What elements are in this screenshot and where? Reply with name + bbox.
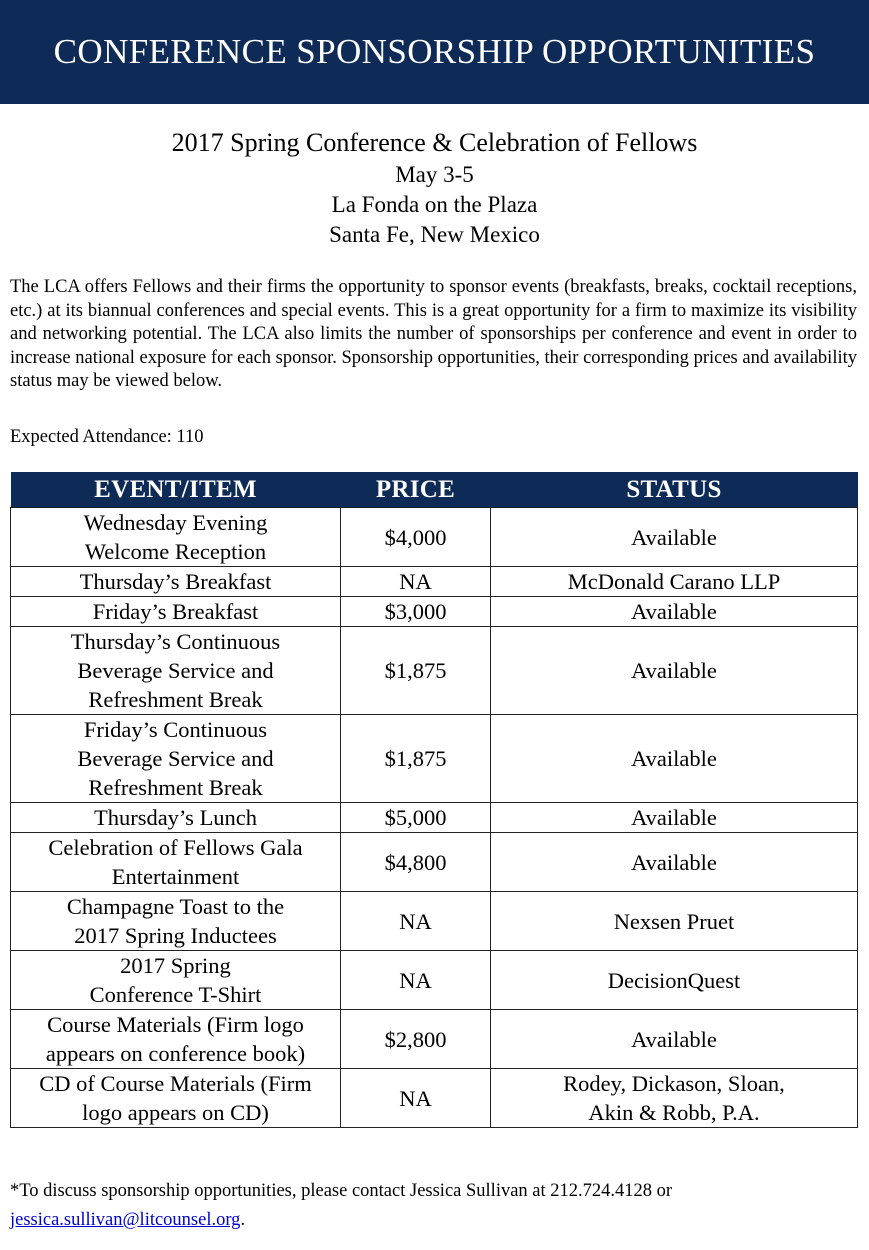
table-row xyxy=(11,597,858,627)
event-item-line: Thursday’s Continuous xyxy=(70,629,281,654)
status-line: McDonald Carano LLP xyxy=(567,569,781,594)
table-body xyxy=(11,508,858,1128)
event-item-line: Thursday’s Lunch xyxy=(93,805,258,830)
contact-email-link[interactable]: jessica.sullivan@litcounsel.org xyxy=(10,1210,241,1230)
event-item-cell xyxy=(11,597,341,627)
event-item-line: 2017 Spring xyxy=(120,953,231,978)
event-item-cell xyxy=(11,1069,341,1128)
column-header-price: PRICE xyxy=(341,472,491,508)
price-cell: NA xyxy=(341,892,491,951)
event-item-line: Friday’s Continuous xyxy=(83,717,268,742)
table-row xyxy=(11,803,858,833)
price-cell: $4,800 xyxy=(341,833,491,892)
intro-paragraph: The LCA offers Fellows and their firms the opportunity to sponsor events (breakfasts, breaks, cocktail receptions, etc.) at its biannual conferences and special events. This is a great opportunity for a firm to maximize its visibility and networking potential. The LCA also limits the number of sponsorships per conference and event in order to increase national exposure for each sponsor. Sponsorship opportunities, their corresponding prices and availability status may be viewed below. xyxy=(10,277,857,391)
event-item-line: Course Materials (Firm logo xyxy=(47,1012,304,1037)
table-row xyxy=(11,892,858,951)
status-cell xyxy=(491,715,858,803)
price-cell: NA xyxy=(341,951,491,1010)
table-row xyxy=(11,567,858,597)
event-dates: May 3-5 xyxy=(395,162,474,187)
price-cell: $5,000 xyxy=(341,803,491,833)
event-location: Santa Fe, New Mexico xyxy=(329,222,540,247)
event-item-line: 2017 Spring Inductees xyxy=(74,923,277,948)
event-item-line: appears on conference book) xyxy=(45,1041,306,1066)
status-line: Available xyxy=(631,524,717,550)
event-item-line: Refreshment Break xyxy=(88,775,263,800)
event-item-line: Celebration of Fellows Gala xyxy=(48,835,303,860)
status-line: Nexsen Pruet xyxy=(613,908,735,934)
event-item-line: logo appears on CD) xyxy=(82,1100,269,1125)
event-item-cell xyxy=(11,1010,341,1069)
price-cell: $2,800 xyxy=(341,1010,491,1069)
status-cell xyxy=(491,597,858,627)
status-cell xyxy=(491,892,858,951)
event-item-line: Welcome Reception xyxy=(84,539,267,564)
price-cell: NA xyxy=(341,1069,491,1128)
page-title: CONFERENCE SPONSORSHIP OPPORTUNITIES xyxy=(53,32,816,71)
price-cell: $3,000 xyxy=(341,597,491,627)
status-line: Available xyxy=(631,849,717,875)
status-cell xyxy=(491,1069,858,1128)
event-item-cell xyxy=(11,833,341,892)
event-item-line: Beverage Service and xyxy=(77,746,274,771)
event-item-line: Conference T-Shirt xyxy=(89,982,262,1007)
status-line: Available xyxy=(631,599,717,624)
event-item-line: Champagne Toast to the xyxy=(66,894,285,919)
footer-text: *To discuss sponsorship opportunities, please contact Jessica Sullivan at 212.724.4128 or xyxy=(10,1181,673,1201)
event-item-cell xyxy=(11,951,341,1010)
footer-end: . xyxy=(240,1210,246,1230)
event-item-line: Thursday’s Breakfast xyxy=(79,569,272,594)
status-line: Available xyxy=(631,746,717,771)
expected-attendance: Expected Attendance: 110 xyxy=(10,427,204,447)
status-cell xyxy=(491,627,858,715)
table-header-row xyxy=(11,472,858,508)
price-cell: $1,875 xyxy=(341,627,491,715)
event-item-cell xyxy=(11,892,341,951)
status-cell xyxy=(491,1010,858,1069)
column-header-item: EVENT/ITEM xyxy=(11,472,341,508)
event-item-line: Wednesday Evening xyxy=(83,510,268,535)
status-line: Rodey, Dickason, Sloan, xyxy=(563,1071,785,1096)
status-line: DecisionQuest xyxy=(607,967,741,993)
event-item-line: Entertainment xyxy=(111,864,240,889)
status-cell xyxy=(491,951,858,1010)
price-cell: $4,000 xyxy=(341,508,491,567)
event-venue: La Fonda on the Plaza xyxy=(331,192,538,217)
event-item-cell xyxy=(11,803,341,833)
event-item-cell xyxy=(11,508,341,567)
table-row xyxy=(11,715,858,803)
event-title: 2017 Spring Conference & Celebration of Fellows xyxy=(171,128,698,157)
table-row xyxy=(11,833,858,892)
status-cell xyxy=(491,803,858,833)
banner xyxy=(0,0,869,104)
price-cell: NA xyxy=(341,567,491,597)
event-item-cell xyxy=(11,567,341,597)
event-info xyxy=(0,126,869,250)
status-line: Available xyxy=(631,1026,717,1052)
price-cell: $1,875 xyxy=(341,715,491,803)
status-line: Available xyxy=(631,658,717,683)
table-row xyxy=(11,1010,858,1069)
status-line: Available xyxy=(631,805,717,830)
event-item-cell xyxy=(11,715,341,803)
table-row xyxy=(11,1069,858,1128)
table-row xyxy=(11,508,858,567)
status-cell xyxy=(491,567,858,597)
event-item-cell xyxy=(11,627,341,715)
event-item-line: Friday’s Breakfast xyxy=(92,599,259,624)
footer-note xyxy=(10,1177,857,1235)
status-cell xyxy=(491,508,858,567)
status-line: Akin & Robb, P.A. xyxy=(588,1100,760,1125)
sponsorship-table xyxy=(10,472,858,1128)
table-row xyxy=(11,951,858,1010)
table-row xyxy=(11,627,858,715)
event-item-line: CD of Course Materials (Firm xyxy=(39,1071,312,1096)
event-item-line: Refreshment Break xyxy=(88,687,263,712)
status-cell xyxy=(491,833,858,892)
column-header-status: STATUS xyxy=(491,472,858,508)
event-item-line: Beverage Service and xyxy=(77,658,274,683)
